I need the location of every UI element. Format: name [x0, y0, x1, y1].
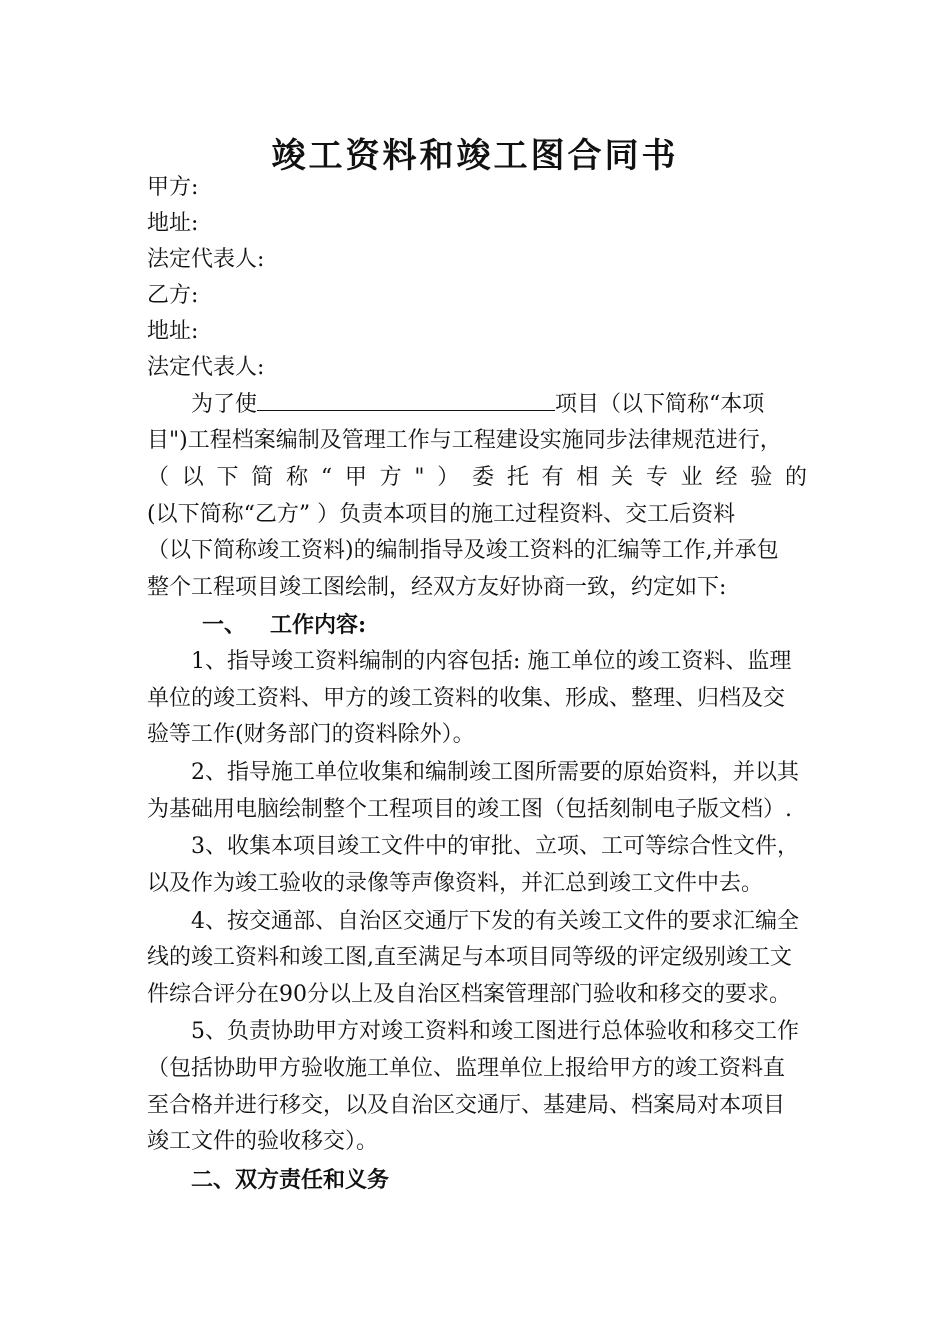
intro-line-3: （以下简称“甲方"）委托有相关专业经验的	[147, 465, 807, 490]
item-4-line-1: 4、按交通部、自治区交通厅下发的有关竣工文件的要求汇编全	[191, 909, 799, 934]
party-b-label: 乙方:	[147, 283, 199, 308]
item-1-line-2: 单位的竣工资料、甲方的竣工资料的收集、形成、整理、归档及交	[147, 686, 786, 711]
section-1-heading	[202, 607, 807, 643]
intro-prefix: 为了使	[191, 392, 258, 417]
party-b-address-label: 地址:	[147, 319, 199, 344]
item-3-line-2: 以及作为竣工验收的录像等声像资料，并汇总到竣工文件中去。	[147, 871, 764, 896]
document-title: 竣工资料和竣工图合同书	[271, 136, 679, 176]
item-5-line-3: 至合格并进行移交，以及自治区交通厅、基建局、档案局对本项目	[147, 1093, 786, 1118]
project-name-blank	[257, 388, 555, 411]
item-1-line-3: 验等工作(财务部门的资料除外）。	[147, 722, 475, 747]
party-a-address-label: 地址:	[147, 211, 199, 236]
intro-line-4: (以下简称“乙方” ）负责本项目的施工过程资料、交工后资料	[147, 502, 736, 527]
intro-line-5: （以下简称竣工资料)的编制指导及竣工资料的汇编等工作,并承包	[147, 538, 779, 563]
party-a-representative-label: 法定代表人:	[147, 247, 265, 272]
item-2-line-2: 为基础用电脑绘制整个工程项目的竣工图（包括刻制电子版文档）.	[147, 797, 792, 822]
intro-line-1	[191, 387, 807, 423]
item-5-line-4: 竣工文件的验收移交）。	[147, 1129, 379, 1154]
item-3-line-1: 3、收集本项目竣工文件中的审批、立项、工可等综合性文件，	[191, 834, 799, 859]
item-4-line-3: 件综合评分在90分以上及自治区档案管理部门验收和移交的要求。	[147, 982, 791, 1007]
intro-line-2: 目")工程档案编制及管理工作与工程建设实施同步法律规范进行，	[147, 428, 782, 453]
party-a-label: 甲方:	[147, 175, 199, 200]
section-1-number: 一、	[202, 612, 247, 638]
section-1-title: 工作内容:	[270, 612, 367, 638]
item-1-line-1: 1、指导竣工资料编制的内容包括: 施工单位的竣工资料、监理	[191, 649, 792, 674]
party-b-representative-label: 法定代表人:	[147, 355, 265, 380]
intro-suffix: 项目（以下简称“本项	[555, 392, 765, 417]
section-2-heading: 二、双方责任和义务	[191, 1167, 390, 1193]
item-2-line-1: 2、指导施工单位收集和编制竣工图所需要的原始资料，并以其	[191, 760, 799, 785]
item-4-line-2: 线的竣工资料和竣工图,直至满足与本项目同等级的评定级别竣工文	[147, 945, 792, 970]
intro-line-6: 整个工程项目竣工图绘制，经双方友好协商一致，约定如下:	[147, 575, 727, 600]
item-5-line-1: 5、负责协助甲方对竣工资料和竣工图进行总体验收和移交工作	[191, 1019, 799, 1044]
item-5-line-2: （包括协助甲方验收施工单位、监理单位上报给甲方的竣工资料直	[147, 1056, 786, 1081]
